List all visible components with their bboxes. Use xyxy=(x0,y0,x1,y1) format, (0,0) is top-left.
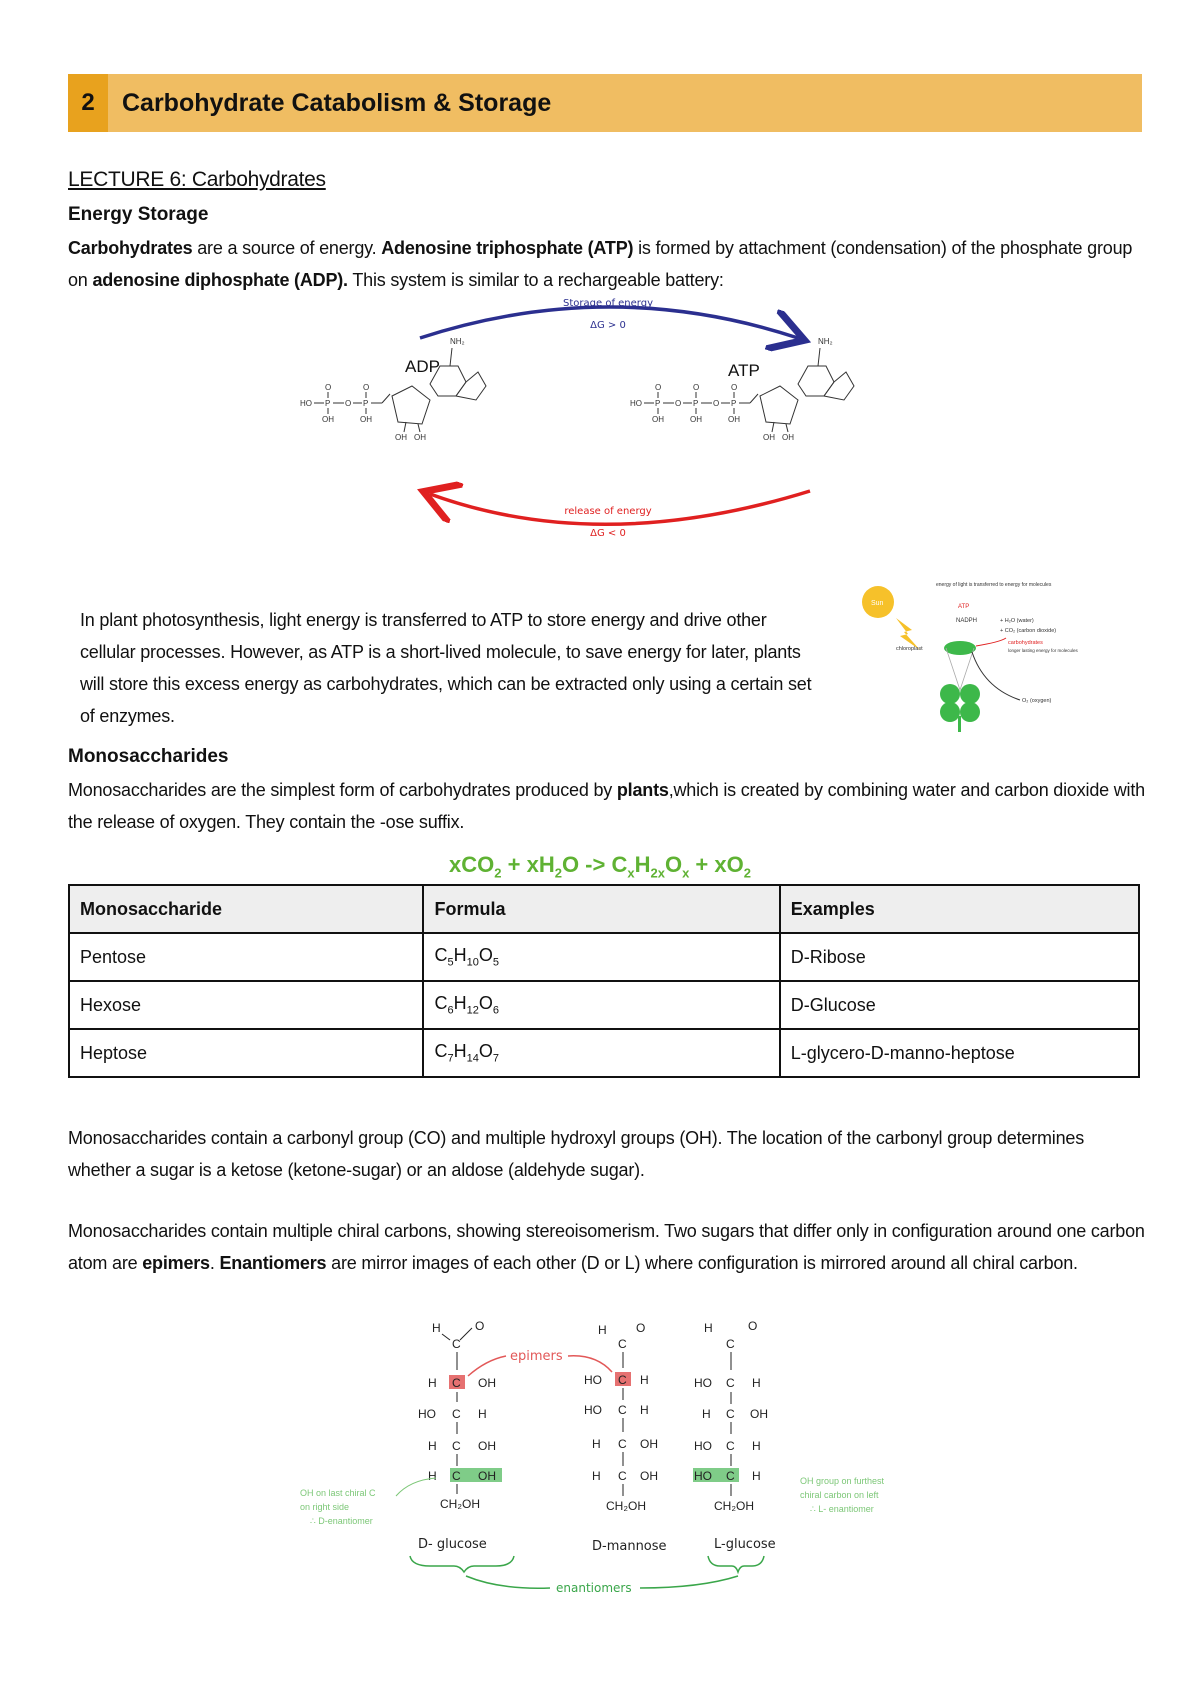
atp-label: ATP xyxy=(728,361,760,380)
svg-text:HO: HO xyxy=(694,1439,712,1453)
svg-text:HO: HO xyxy=(418,1407,436,1421)
svg-text:OH: OH xyxy=(782,433,794,442)
svg-text:H: H xyxy=(640,1373,649,1387)
release-arrow-dg: ΔG < 0 xyxy=(590,528,626,539)
svg-text:H: H xyxy=(704,1321,713,1335)
svg-text:P: P xyxy=(655,399,661,408)
svg-text:H: H xyxy=(592,1469,601,1483)
table-row xyxy=(69,933,1139,981)
adp-molecule xyxy=(300,337,486,442)
chapter-banner xyxy=(68,74,1142,132)
svg-text:H: H xyxy=(752,1469,761,1483)
svg-text:HO: HO xyxy=(584,1403,602,1417)
header-monosaccharide: Monosaccharide xyxy=(69,885,423,933)
svg-text:P: P xyxy=(325,399,331,408)
svg-text:C: C xyxy=(618,1469,627,1483)
svg-text:chiral carbon on left: chiral carbon on left xyxy=(800,1490,879,1500)
svg-text:C: C xyxy=(452,1469,461,1483)
chapter-title: Carbohydrate Catabolism & Storage xyxy=(122,88,552,117)
svg-text:chloroplast: chloroplast xyxy=(896,646,923,652)
row-example: D-Glucose xyxy=(780,981,1139,1029)
l-enantiomer-note xyxy=(800,1476,885,1514)
svg-text:O: O xyxy=(475,1319,485,1333)
svg-text:C: C xyxy=(726,1439,735,1453)
svg-text:OH: OH xyxy=(478,1469,496,1483)
svg-text:H: H xyxy=(432,1321,441,1335)
svg-text:NH₂: NH₂ xyxy=(450,337,465,346)
svg-text:OH: OH xyxy=(395,433,407,442)
storage-arrow-dg: ΔG > 0 xyxy=(590,320,626,331)
d-mannose-label: D-mannose xyxy=(592,1539,667,1554)
svg-text:H: H xyxy=(428,1439,437,1453)
svg-text:carbohydrates: carbohydrates xyxy=(1008,640,1043,646)
svg-text:OH: OH xyxy=(478,1439,496,1453)
svg-text:OH: OH xyxy=(640,1469,658,1483)
svg-text:C: C xyxy=(726,1469,735,1483)
svg-text:OH: OH xyxy=(690,415,702,424)
svg-text:H: H xyxy=(752,1439,761,1453)
adp-label: ADP xyxy=(405,357,440,376)
row-name: Pentose xyxy=(69,933,423,981)
monosaccharides-intro: Monosaccharides are the simplest form of carbohydrates produced by plants,which is created by combining water and carbon dioxide with the release of oxygen. They contain the -ose suffix. xyxy=(68,780,1145,832)
d-mannose-structure xyxy=(584,1321,658,1513)
svg-text:P: P xyxy=(363,399,369,408)
svg-text:O: O xyxy=(345,399,352,408)
energy-storage-heading: Energy Storage xyxy=(68,204,209,225)
svg-text:O: O xyxy=(325,383,332,392)
carbonyl-paragraph: Monosaccharides contain a carbonyl group (CO) and multiple hydroxyl groups (OH). The location of the carbonyl group determines whether a sugar is a ketose (ketone-sugar) or an aldose (aldehyde sugar). xyxy=(68,1128,1084,1180)
chloroplast-icon xyxy=(944,641,976,655)
row-name: Heptose xyxy=(69,1029,423,1077)
svg-text:∴ L- enantiomer: ∴ L- enantiomer xyxy=(810,1504,874,1514)
svg-text:longer lasting energy for mole: longer lasting energy for molecules xyxy=(1008,648,1078,653)
svg-text:P: P xyxy=(693,399,699,408)
chapter-number: 2 xyxy=(68,74,108,132)
svg-text:HO: HO xyxy=(300,399,312,408)
header-formula: Formula xyxy=(423,885,779,933)
svg-text:H: H xyxy=(478,1407,487,1421)
svg-text:H: H xyxy=(640,1403,649,1417)
table-header-row xyxy=(69,885,1139,933)
energy-paragraph: Carbohydrates are a source of energy. Adenosine triphosphate (ATP) is formed by attachment (condensation) of the phosphate group on adenosine diphosphate (ADP). This system is similar to a rechargeable battery: xyxy=(68,238,1133,290)
svg-text:H: H xyxy=(702,1407,711,1421)
svg-text:+ H₂O (water): + H₂O (water) xyxy=(1000,618,1034,624)
chiral-paragraph: Monosaccharides contain multiple chiral carbons, showing stereoisomerism. Two sugars that differ only in configuration around one carbon atom are epimers. Enantiomers are mirror images of each other (D or L) where configuration is mirrored around all chiral carbon. xyxy=(68,1221,1145,1273)
row-formula: $C_7H_{14}O_7$ xyxy=(423,1029,779,1077)
photosynthesis-figure xyxy=(860,578,1100,734)
svg-text:O: O xyxy=(675,399,682,408)
svg-text:CH₂OH: CH₂OH xyxy=(714,1499,754,1513)
svg-text:P: P xyxy=(731,399,737,408)
monosaccharides-heading: Monosaccharides xyxy=(68,746,229,767)
svg-text:C: C xyxy=(618,1337,627,1351)
svg-text:OH: OH xyxy=(360,415,372,424)
photo-note: energy of light is transferred to energy for molecules xyxy=(936,582,1052,588)
sugar-stereoisomer-figure xyxy=(300,1310,930,1600)
svg-text:OH: OH xyxy=(414,433,426,442)
d-glucose-label: D- glucose xyxy=(418,1537,487,1552)
lecture-title: LECTURE 6: Carbohydrates xyxy=(68,168,326,191)
svg-text:O: O xyxy=(655,383,662,392)
svg-text:HO: HO xyxy=(584,1373,602,1387)
svg-text:C: C xyxy=(618,1437,627,1451)
svg-text:O: O xyxy=(713,399,720,408)
monosaccharide-table xyxy=(68,884,1140,1078)
svg-text:C: C xyxy=(452,1337,461,1351)
svg-text:O: O xyxy=(731,383,738,392)
svg-text:CH₂OH: CH₂OH xyxy=(440,1497,480,1511)
svg-text:H: H xyxy=(592,1437,601,1451)
svg-text:O: O xyxy=(363,383,370,392)
svg-text:+ CO₂ (carbon dioxide): + CO₂ (carbon dioxide) xyxy=(1000,628,1057,634)
svg-text:on right side: on right side xyxy=(300,1502,350,1512)
row-name: Hexose xyxy=(69,981,423,1029)
atp-molecule xyxy=(630,337,854,442)
svg-text:C: C xyxy=(452,1407,461,1421)
row-example: L-glycero-D-manno-heptose xyxy=(780,1029,1139,1077)
svg-text:OH: OH xyxy=(750,1407,768,1421)
enantiomers-label: enantiomers xyxy=(556,1581,632,1595)
svg-text:HO: HO xyxy=(694,1469,712,1483)
svg-text:O: O xyxy=(748,1319,758,1333)
svg-text:HO: HO xyxy=(630,399,642,408)
svg-text:OH: OH xyxy=(478,1376,496,1390)
svg-text:O: O xyxy=(636,1321,646,1335)
svg-text:O: O xyxy=(693,383,700,392)
svg-text:CH₂OH: CH₂OH xyxy=(606,1499,646,1513)
storage-arrow-label: Storage of energy xyxy=(563,298,653,309)
svg-text:C: C xyxy=(726,1407,735,1421)
svg-text:OH on last chiral C: OH on last chiral C xyxy=(300,1488,376,1498)
svg-text:NH₂: NH₂ xyxy=(818,337,833,346)
svg-text:NADPH: NADPH xyxy=(956,618,978,624)
photosynthesis-paragraph: In plant photosynthesis, light energy is transferred to ATP to store energy and drive other cellular processes. However, as ATP is a short-lived molecule, to save energy for later, plants will store this excess energy as carbohydrates, which can be extracted only using a certain set of enzymes. xyxy=(80,610,812,726)
photosynthesis-equation: $xCO_2 + xH_2O -> C_xH_{2x}O_x + xO_2$ xyxy=(449,852,751,881)
svg-text:HO: HO xyxy=(694,1376,712,1390)
svg-text:H: H xyxy=(598,1323,607,1337)
svg-text:H: H xyxy=(752,1376,761,1390)
svg-text:OH group on furthest: OH group on furthest xyxy=(800,1476,885,1486)
svg-text:O₂ (oxygen): O₂ (oxygen) xyxy=(1022,698,1052,704)
svg-text:Sun: Sun xyxy=(871,600,884,607)
svg-text:OH: OH xyxy=(322,415,334,424)
release-arrow-label: release of energy xyxy=(564,506,652,517)
svg-text:C: C xyxy=(618,1373,627,1387)
svg-text:C: C xyxy=(452,1376,461,1390)
epimers-label: epimers xyxy=(510,1349,563,1364)
d-glucose-structure xyxy=(418,1319,496,1511)
d-enantiomer-note xyxy=(300,1488,376,1526)
header-examples: Examples xyxy=(780,885,1139,933)
svg-text:OH: OH xyxy=(763,433,775,442)
row-formula: $C_6H_{12}O_6$ xyxy=(423,981,779,1029)
svg-text:OH: OH xyxy=(640,1437,658,1451)
row-example: D-Ribose xyxy=(780,933,1139,981)
svg-text:C: C xyxy=(452,1439,461,1453)
svg-text:OH: OH xyxy=(652,415,664,424)
adp-atp-cycle-figure xyxy=(300,296,920,546)
table-row xyxy=(69,981,1139,1029)
svg-text:OH: OH xyxy=(728,415,740,424)
l-glucose-structure xyxy=(694,1319,768,1513)
row-formula: $C_5H_{10}O_5$ xyxy=(423,933,779,981)
svg-text:C: C xyxy=(726,1337,735,1351)
table-row xyxy=(69,1029,1139,1077)
svg-text:H: H xyxy=(428,1469,437,1483)
l-glucose-label: L-glucose xyxy=(714,1537,776,1552)
svg-text:ATP: ATP xyxy=(958,604,970,610)
svg-text:C: C xyxy=(726,1376,735,1390)
svg-text:C: C xyxy=(618,1403,627,1417)
svg-text:H: H xyxy=(428,1376,437,1390)
svg-text:∴ D-enantiomer: ∴ D-enantiomer xyxy=(310,1516,373,1526)
